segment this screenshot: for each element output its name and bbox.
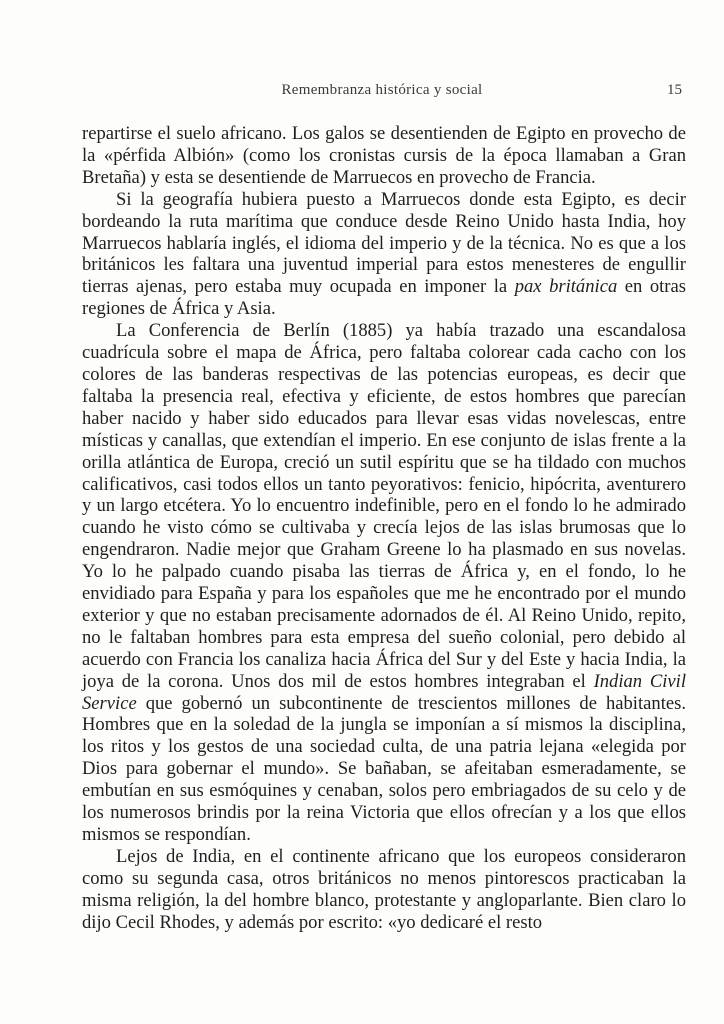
paragraph-2-text-a: Si la geografía hubiera puesto a Marruecos donde esta Egipto, es decir bordeando la ruta marítima que conduce desde Reino Unido hasta India, hoy Marruecos hablaría inglés, el idioma del imperio y de la técnica. No es que a los británicos les faltara una juventud imperial para estos menesteres de engullir tierras ajenas, pero estaba muy ocupada en imponer la <box>82 188 686 298</box>
paragraph-1: repartirse el suelo africano. Los galos se desentienden de Egipto en provecho de la «pérfida Albión» (como los cronistas cursis de la época llamaban a Gran Bretaña) y esta se desentiende de Marruecos en provecho de Francia. <box>82 123 686 188</box>
paragraph-2 <box>82 189 686 320</box>
running-header <box>82 82 682 104</box>
paragraph-3-italic-indian-civil-service: Indian Civil Service <box>82 670 686 714</box>
body-text <box>82 123 686 934</box>
paragraph-4: Lejos de India, en el continente africano que los europeos consideraron como su segunda casa, otros británicos no menos pintorescos practicaban la misma religión, la del hombre blanco, protestante y angloparlante. Bien claro lo dijo Cecil Rhodes, y además por escrito: «yo dedicaré el resto <box>82 845 686 933</box>
paragraph-2-italic-pax-britanica: pax británica <box>514 276 618 298</box>
page-number: 15 <box>667 82 682 98</box>
running-title: Remembranza histórica y social <box>281 82 483 98</box>
paragraph-3 <box>82 320 686 846</box>
paragraph-3-text-a: La Conferencia de Berlín (1885) ya había trazado una escandalosa cuadrícula sobre el mapa de África, pero faltaba colorear cada cacho con los colores de las banderas respectivas de las potencias europeas, es decir que faltaba la presencia real, efectiva y eficiente, de estos hombres que parecían haber nacido y haber sido educados para llevar esas vidas novelescas, entre místicas y canallas, que extendían el imperio. En ese conjunto de islas frente a la orilla atlántica de Europa, creció un sutil espíritu que se ha tildado con muchos calificativos, casi todos ellos un tanto peyorativos: fenicio, hipócrita, aventurero y un largo etcétera. Yo lo encuentro indefinible, pero en el fondo lo he admirado cuando he visto cómo se cultivaba y crecía lejos de las islas brumosas que lo engendraron. Nadie mejor que Graham Greene lo ha plasmado en sus novelas. Yo lo he palpado cuando pisaba las tierras de África y, en el fondo, lo he envidiado para España y para los españoles que me he encontrado por el mundo exterior y que no estaban precisamente adornados de él. Al Reino Unido, repito, no le faltaban hombres para esta empresa del sueño colonial, pero debido al acuerdo con Francia los canaliza hacia África del Sur y del Este y hacia India, la joya de la corona. Unos dos mil de estos hombres integraban el <box>82 320 686 692</box>
paragraph-2-text-b: en otras regiones de África y Asia. <box>82 276 686 320</box>
paragraph-3-text-b: que gobernó un subcontinente de trescientos millones de habitantes. Hombres que en la soledad de la jungla se imponían a sí mismos la disciplina, los ritos y los gestos de una sociedad culta, de una patria lejana «elegida por Dios para gobernar el mundo». Se bañaban, se afeitaban esmeradamente, se embutían en sus esmóquines y cenaban, solos pero embriagados de su celo y de los numerosos brindis por la reina Victoria que ellos ofrecían y a los que ellos mismos se respondían. <box>82 692 686 845</box>
